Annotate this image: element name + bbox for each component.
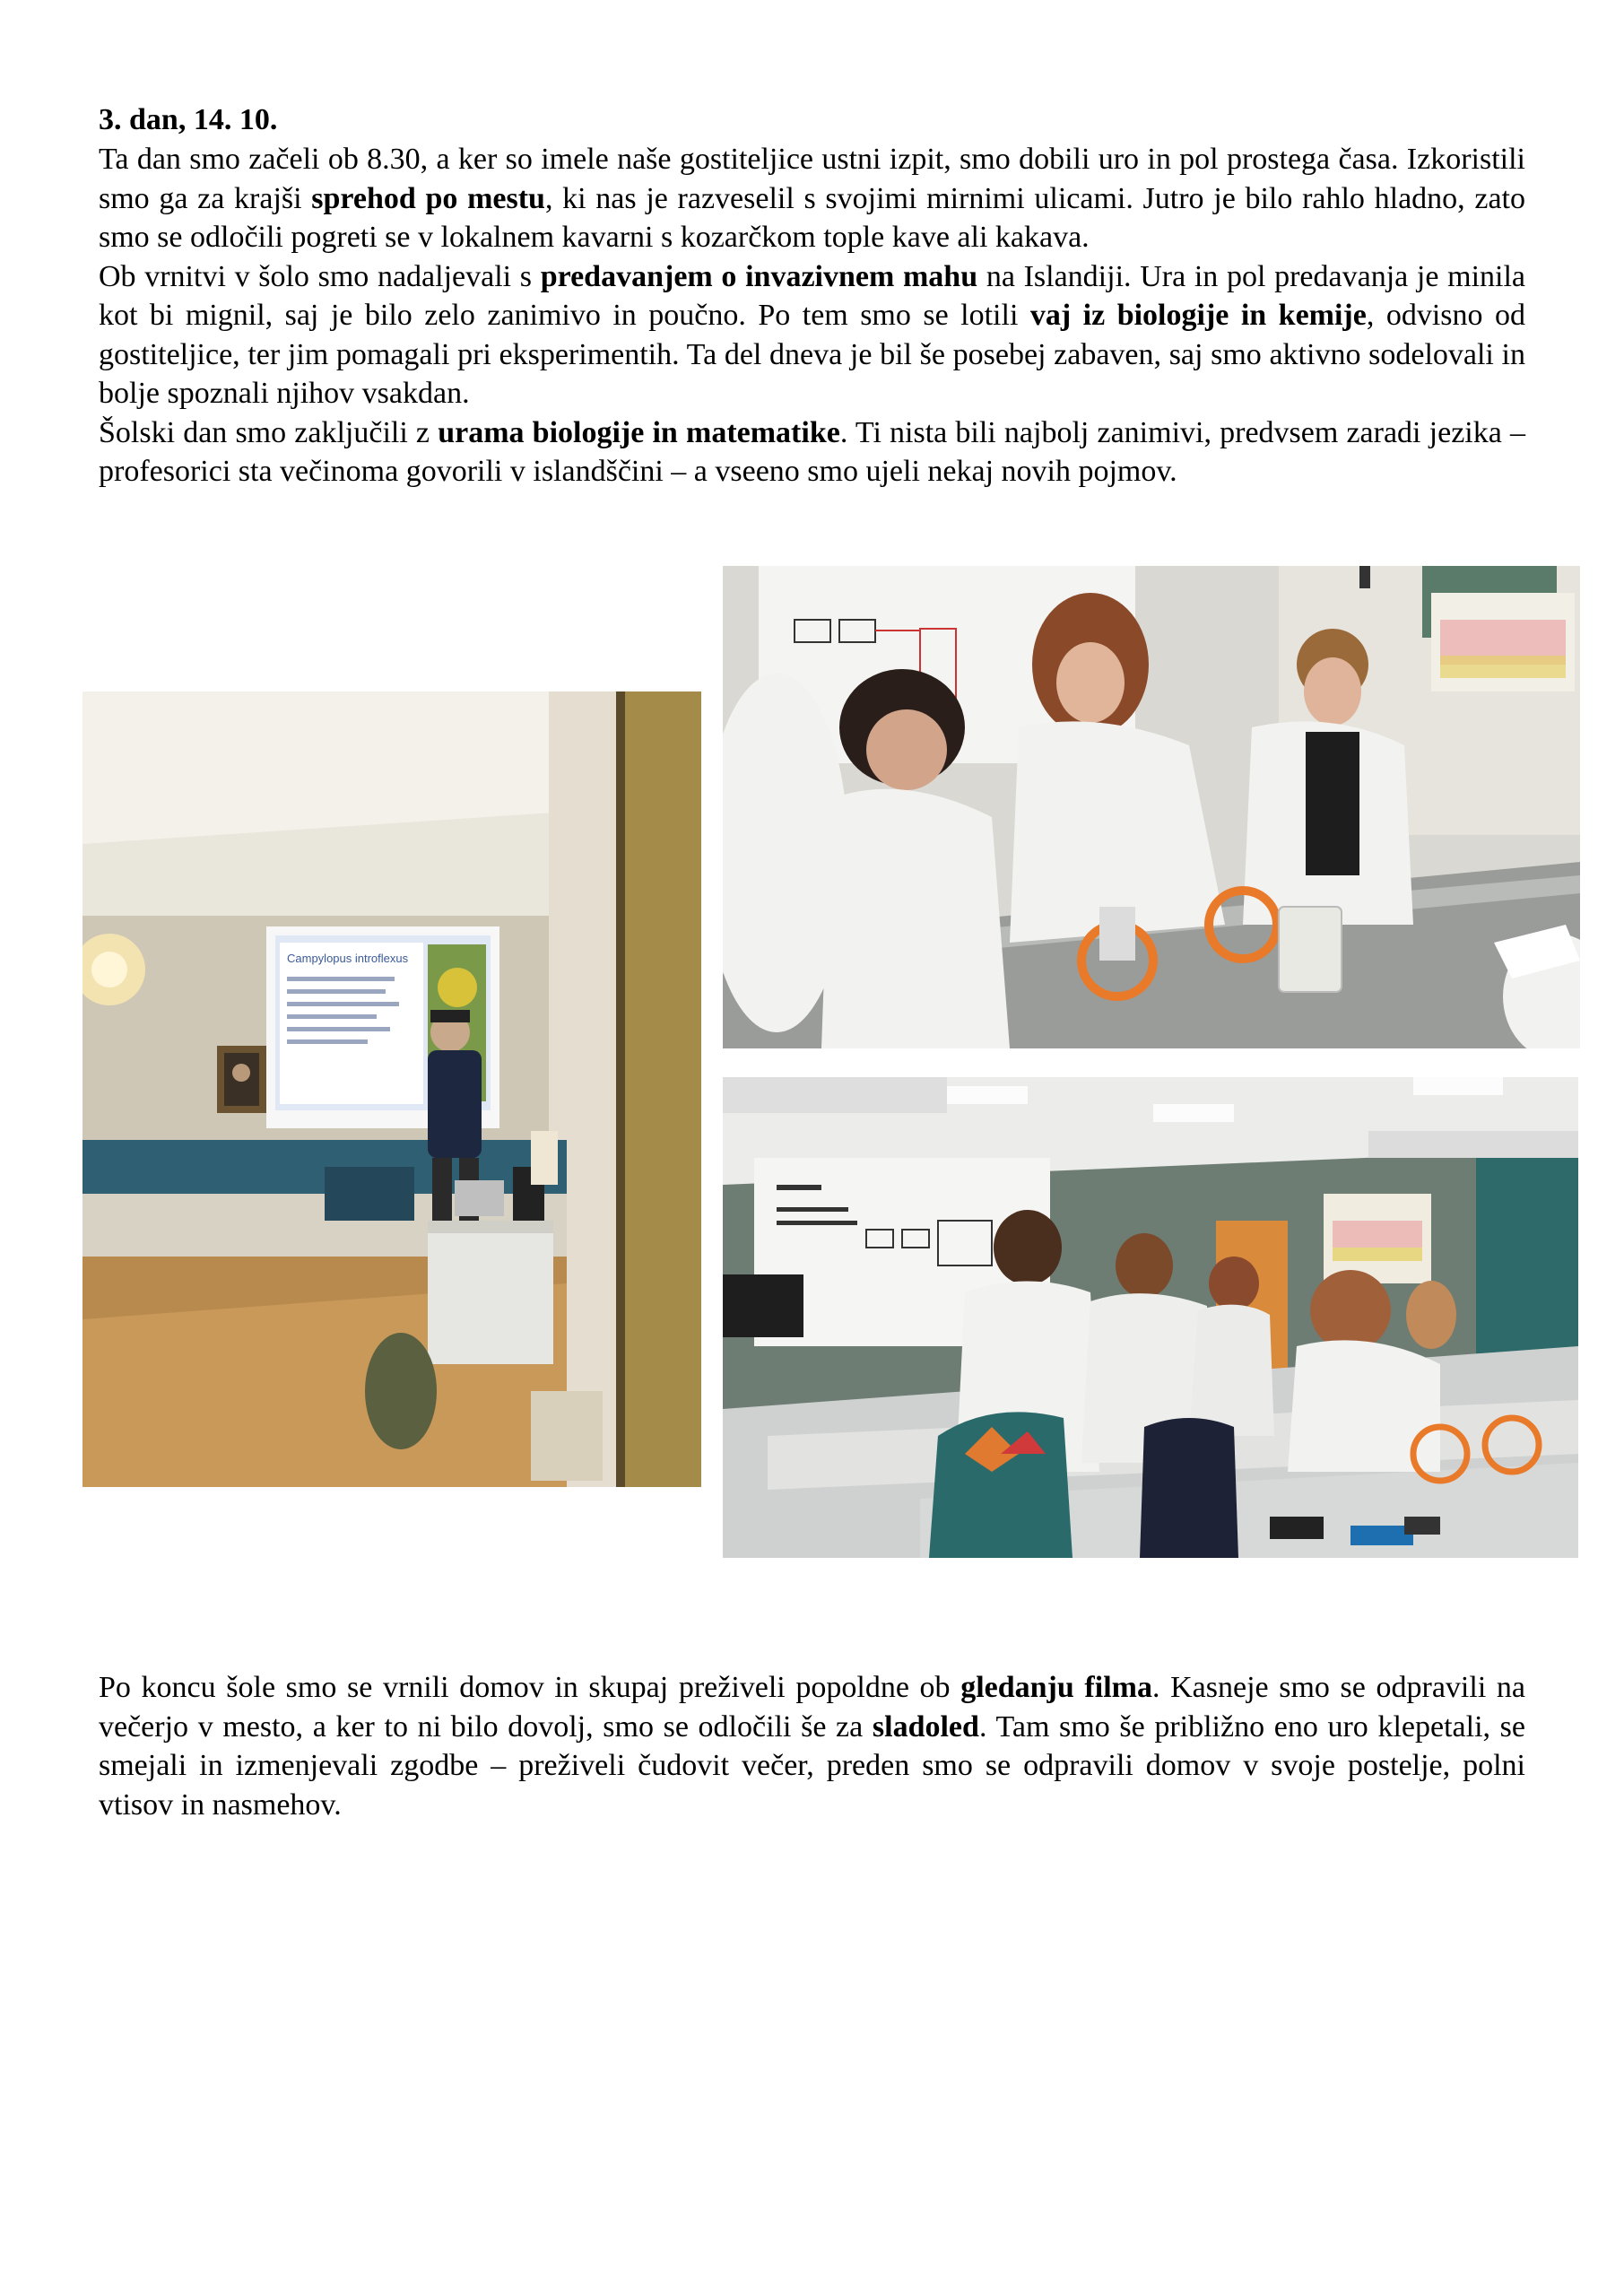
paragraph-lecture-and-lab (99, 257, 1525, 413)
bold-phrase: urama biologije in matematike (438, 415, 840, 449)
text-block-upper (99, 140, 1525, 491)
paragraph-morning-walk (99, 140, 1525, 257)
photo-lab-experiment (723, 566, 1580, 1048)
text-run: Po koncu šole smo se vrnili domov in skupaj preživeli popoldne ob (99, 1671, 961, 1704)
text-run: Šolski dan smo zaključili z (99, 415, 439, 449)
text-run: , ki nas je razveselil s svojimi mirnimi ulicami. Jutro je bilo rahlo hladno, zato smo se odločili pogreti se v lokalnem kavarni s kozarčkom tople kave ali kakava. (99, 181, 1525, 254)
photo-lecture-hall (83, 691, 701, 1487)
bold-phrase: vaj iz biologije in kemije (1029, 299, 1367, 332)
paragraph-evening (99, 1668, 1525, 1824)
lecture-hall-illustration (83, 691, 701, 1487)
text-block-lower (99, 1668, 1525, 1824)
lab-experiment-illustration (723, 566, 1580, 1048)
slide-title: Campylopus introflexus (287, 952, 409, 965)
bold-phrase: predavanjem o invazivnem mahu (540, 259, 978, 293)
text-run: . Kasneje smo se odpravili na večerjo v mesto, a ker to ni bilo dovolj, smo se odločili še za (99, 1671, 1525, 1744)
bold-phrase: sladoled (872, 1709, 979, 1744)
text-run: , odvisno od gostiteljice, ter jim pomagali pri eksperimentih. Ta del dneva je bil še posebej zabaven, saj smo aktivno sodelovali in bolje spoznali njihov vsakdan. (99, 299, 1525, 410)
text-run: . Ti nista bili najbolj zanimivi, predvsem zaradi jezika – profesorici sta večinoma govorili v islandščini – a vseeno smo ujeli nekaj novih pojmov. (99, 415, 1525, 488)
classroom-illustration (723, 1077, 1578, 1558)
bold-phrase: sprehod po mestu (311, 181, 545, 215)
paragraph-classes (99, 413, 1525, 491)
text-run: na Islandiji. Ura in pol predavanja je minila kot bi mignil, saj je bilo zelo zanimivo in poučno. Po tem smo se lotili (99, 259, 1525, 332)
day-heading: 3. dan, 14. 10. (99, 103, 278, 136)
bold-phrase: gledanju filma (960, 1671, 1152, 1704)
text-run: Ta dan smo začeli ob 8.30, a ker so imele naše gostiteljice ustni izpit, smo dobili uro in pol prostega časa. Izkoristili smo ga za krajši (99, 143, 1525, 215)
text-run: Ob vrnitvi v šolo smo nadaljevali s (99, 259, 541, 293)
photo-classroom (723, 1077, 1578, 1558)
text-run: . Tam smo še približno eno uro klepetali, se smejali in izmenjevali zgodbe – preživeli čudovit večer, preden smo se odpravili domov v svoje postelje, polni vtisov in nasmehov. (99, 1709, 1525, 1822)
